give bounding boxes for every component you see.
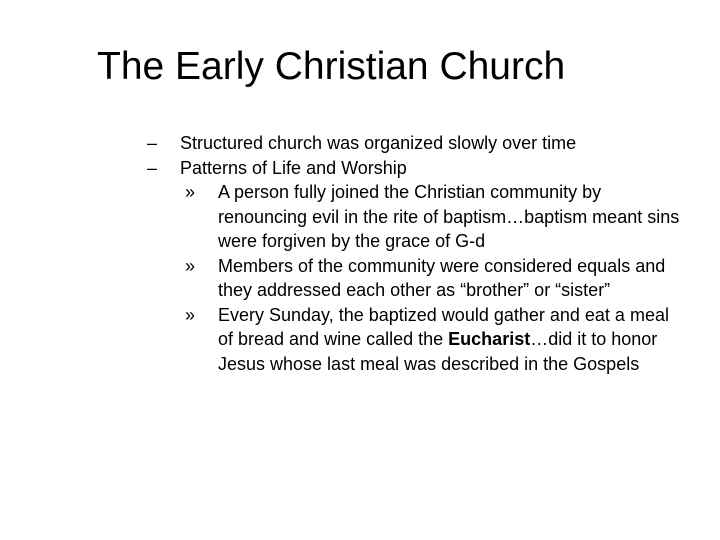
- sub-bullet-item: [184, 180, 688, 254]
- sub-bullet-text: A person fully joined the Christian community by renouncing evil in the rite of baptism…baptism meant sins were forgiven by the grace of G-d: [218, 182, 680, 251]
- bullet-text: Structured church was organized slowly over time: [180, 133, 577, 153]
- bullet-item: [146, 156, 706, 181]
- sub-bullet-item: [184, 303, 688, 377]
- dash-marker: –: [147, 133, 158, 153]
- sub-bullet-text-end: …did it to honor Jesus whose last meal was described in the Gospels: [218, 329, 658, 374]
- sub-bullet-text-start: Every Sunday, the baptized would gather and eat a meal of bread and wine called the: [218, 304, 669, 349]
- eucharist-term: Eucharist: [448, 329, 531, 349]
- sub-bullet-item: [184, 254, 688, 303]
- bullet-item: [146, 131, 706, 156]
- bullet-list: [146, 131, 706, 376]
- chevron-marker: »: [185, 304, 196, 325]
- slide-title: The Early Christian Church: [97, 45, 566, 88]
- chevron-marker: »: [185, 255, 196, 276]
- sub-bullet-text: [218, 305, 669, 374]
- chevron-marker: »: [185, 182, 196, 202]
- bullet-text: Patterns of Life and Worship: [180, 157, 407, 178]
- sub-bullet-text: Members of the community were considered equals and they addressed each other as “brother” or “sister”: [218, 255, 666, 300]
- dash-marker: –: [147, 157, 158, 178]
